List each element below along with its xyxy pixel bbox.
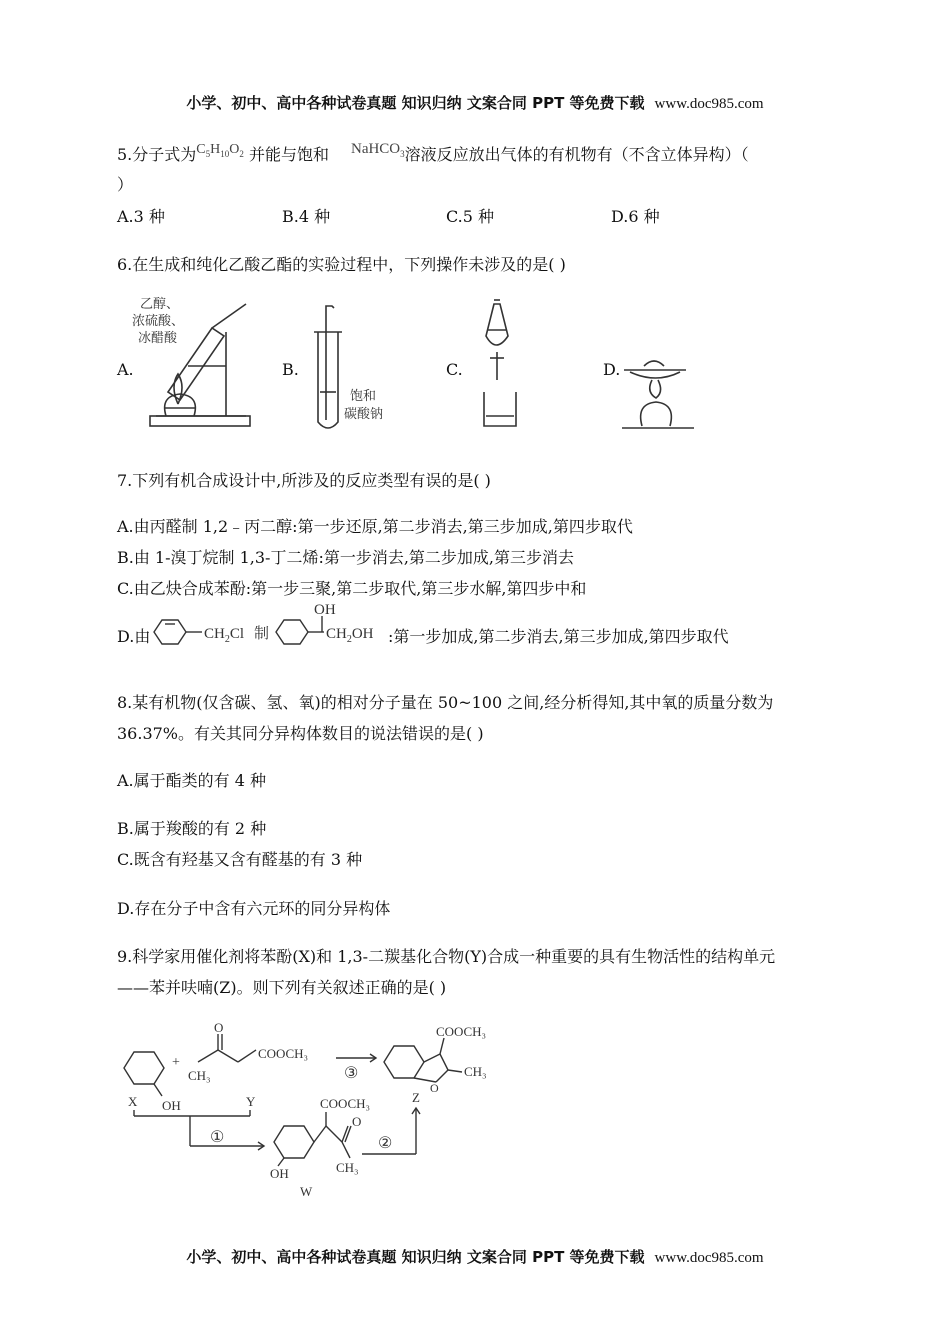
scheme-cooch3-z: COOCH₃ (436, 1024, 487, 1039)
scheme-w: W (300, 1184, 313, 1198)
q5-option-b: B.4 种 (282, 207, 331, 226)
scheme-plus: + (172, 1055, 180, 1070)
d-ch2oh: $CH_2OH$ (326, 626, 374, 645)
scheme-step2: ② (378, 1135, 393, 1152)
label-a-2: 浓硫酸、 (132, 313, 185, 328)
scheme-oh-w: OH (270, 1166, 289, 1181)
q5-suffix: 溶液反应放出气体的有机物有（不含立体异构）（ (404, 145, 749, 164)
scheme-oh-x: OH (162, 1098, 181, 1113)
scheme-cooch3-y: COOCH₃ (258, 1046, 309, 1061)
label-a-3: 冰醋酸 (138, 330, 178, 345)
scheme-step3: ③ (344, 1065, 359, 1082)
q7-option-a: A.由丙醛制 1,2﹣丙二醇:第一步还原,第二步消去,第三步加成,第四步取代 (117, 517, 633, 536)
label-b-2: 碳酸钠 (344, 406, 384, 421)
q5-prefix: 5.分子式为 (117, 145, 197, 164)
q8-stem-2: 36.37%。有关其同分异构体数目的说法错误的是( ) (117, 724, 484, 743)
q8-option-a: A.属于酯类的有 4 种 (117, 771, 266, 790)
scheme-o-w: O (352, 1114, 362, 1129)
q7-option-d-structures (148, 600, 388, 652)
q6-option-c: C. (446, 360, 463, 379)
d-mid: 制 (254, 626, 270, 642)
q5-option-d: D.6 种 (611, 207, 660, 226)
d-ch2cl: $CH_2Cl$ (204, 626, 245, 645)
scheme-cooch3-w: COOCH₃ (320, 1096, 371, 1111)
q8-option-b: B.属于羧酸的有 2 种 (117, 819, 267, 838)
q5-reagent: NaHCO$_3$ (350, 141, 405, 159)
apparatus-c-separatory-funnel (470, 296, 530, 432)
scheme-o-y: O (214, 1020, 224, 1035)
q7-option-c: C.由乙炔合成苯酚:第一步三聚,第二步取代,第三步水解,第四步中和 (117, 579, 587, 598)
phenol-ring-icon (124, 1052, 164, 1084)
q9-stem-2: ——苯并呋喃(Z)。则下列有关叙述正确的是( ) (117, 978, 447, 997)
intermediate-ring-icon (274, 1126, 314, 1158)
q5-close: ） (117, 175, 134, 194)
footer-site: www.doc985.com (654, 1250, 764, 1266)
apparatus-a-heating-tube (128, 292, 258, 434)
footer-text: 小学、初中、高中各种试卷真题 知识归纳 文案合同 PPT 等免费下载 (186, 1248, 645, 1266)
header-site: www.doc985.com (654, 96, 764, 112)
scheme-z: Z (412, 1090, 420, 1105)
q5-mid: 并能与饱和 (248, 145, 329, 164)
benzofuran-ring-icon (384, 1046, 424, 1078)
scheme-y: Y (246, 1094, 256, 1109)
q6-option-a: A. (117, 360, 134, 379)
q8-stem-1: 8.某有机物(仅含碳、氢、氧)的相对分子量在 50~100 之间,经分析得知,其中氧的质量分数为 (117, 693, 774, 712)
q8-option-c: C.既含有羟基又含有醛基的有 3 种 (117, 850, 363, 869)
q8-option-d: D.存在分子中含有六元环的同分异构体 (117, 899, 391, 918)
scheme-ch3-y: CH₃ (188, 1068, 211, 1083)
q5-option-a: A.3 种 (117, 207, 165, 226)
label-b-1: 饱和 (350, 388, 377, 403)
cyclohexane-ring-icon (276, 620, 308, 644)
q6-option-b: B. (282, 360, 299, 379)
q5-option-c: C.5 种 (446, 207, 495, 226)
q6-option-d: D. (603, 360, 621, 379)
scheme-ch3-w: CH₃ (336, 1160, 359, 1175)
q6-stem: 6.在生成和纯化乙酸乙酯的实验过程中，下列操作未涉及的是( ) (117, 255, 566, 274)
d-oh: OH (314, 602, 336, 618)
scheme-step1: ① (210, 1129, 225, 1146)
q9-reaction-scheme (114, 1018, 534, 1198)
scheme-x: X (128, 1094, 138, 1109)
scheme-o-z: O (430, 1081, 439, 1095)
scheme-ch3-z: CH₃ (464, 1064, 487, 1079)
label-a-1: 乙醇、 (140, 296, 180, 311)
q7-option-d-prefix: D.由 (117, 627, 151, 646)
q7-option-d-suffix: :第一步加成,第二步消去,第三步加成,第四步取代 (388, 627, 729, 646)
page-footer (0, 1246, 950, 1267)
q9-stem-1: 9.科学家用催化剂将苯酚(X)和 1,3-二羰基化合物(Y)合成一种重要的具有生物活性的结构单元 (117, 947, 776, 966)
header-text: 小学、初中、高中各种试卷真题 知识归纳 文案合同 PPT 等免费下载 (186, 94, 645, 112)
q7-stem: 7.下列有机合成设计中,所涉及的反应类型有误的是( ) (117, 471, 491, 490)
page-header (0, 92, 950, 113)
q5-formula: $C_5H_{10}O_2$ (196, 142, 244, 159)
q5-stem (117, 142, 749, 166)
q7-option-b: B.由 1-溴丁烷制 1,3-丁二烯:第一步消去,第二步加成,第三步消去 (117, 548, 575, 567)
apparatus-d-evaporation (620, 356, 696, 432)
apparatus-b-collection-tube (300, 302, 400, 438)
